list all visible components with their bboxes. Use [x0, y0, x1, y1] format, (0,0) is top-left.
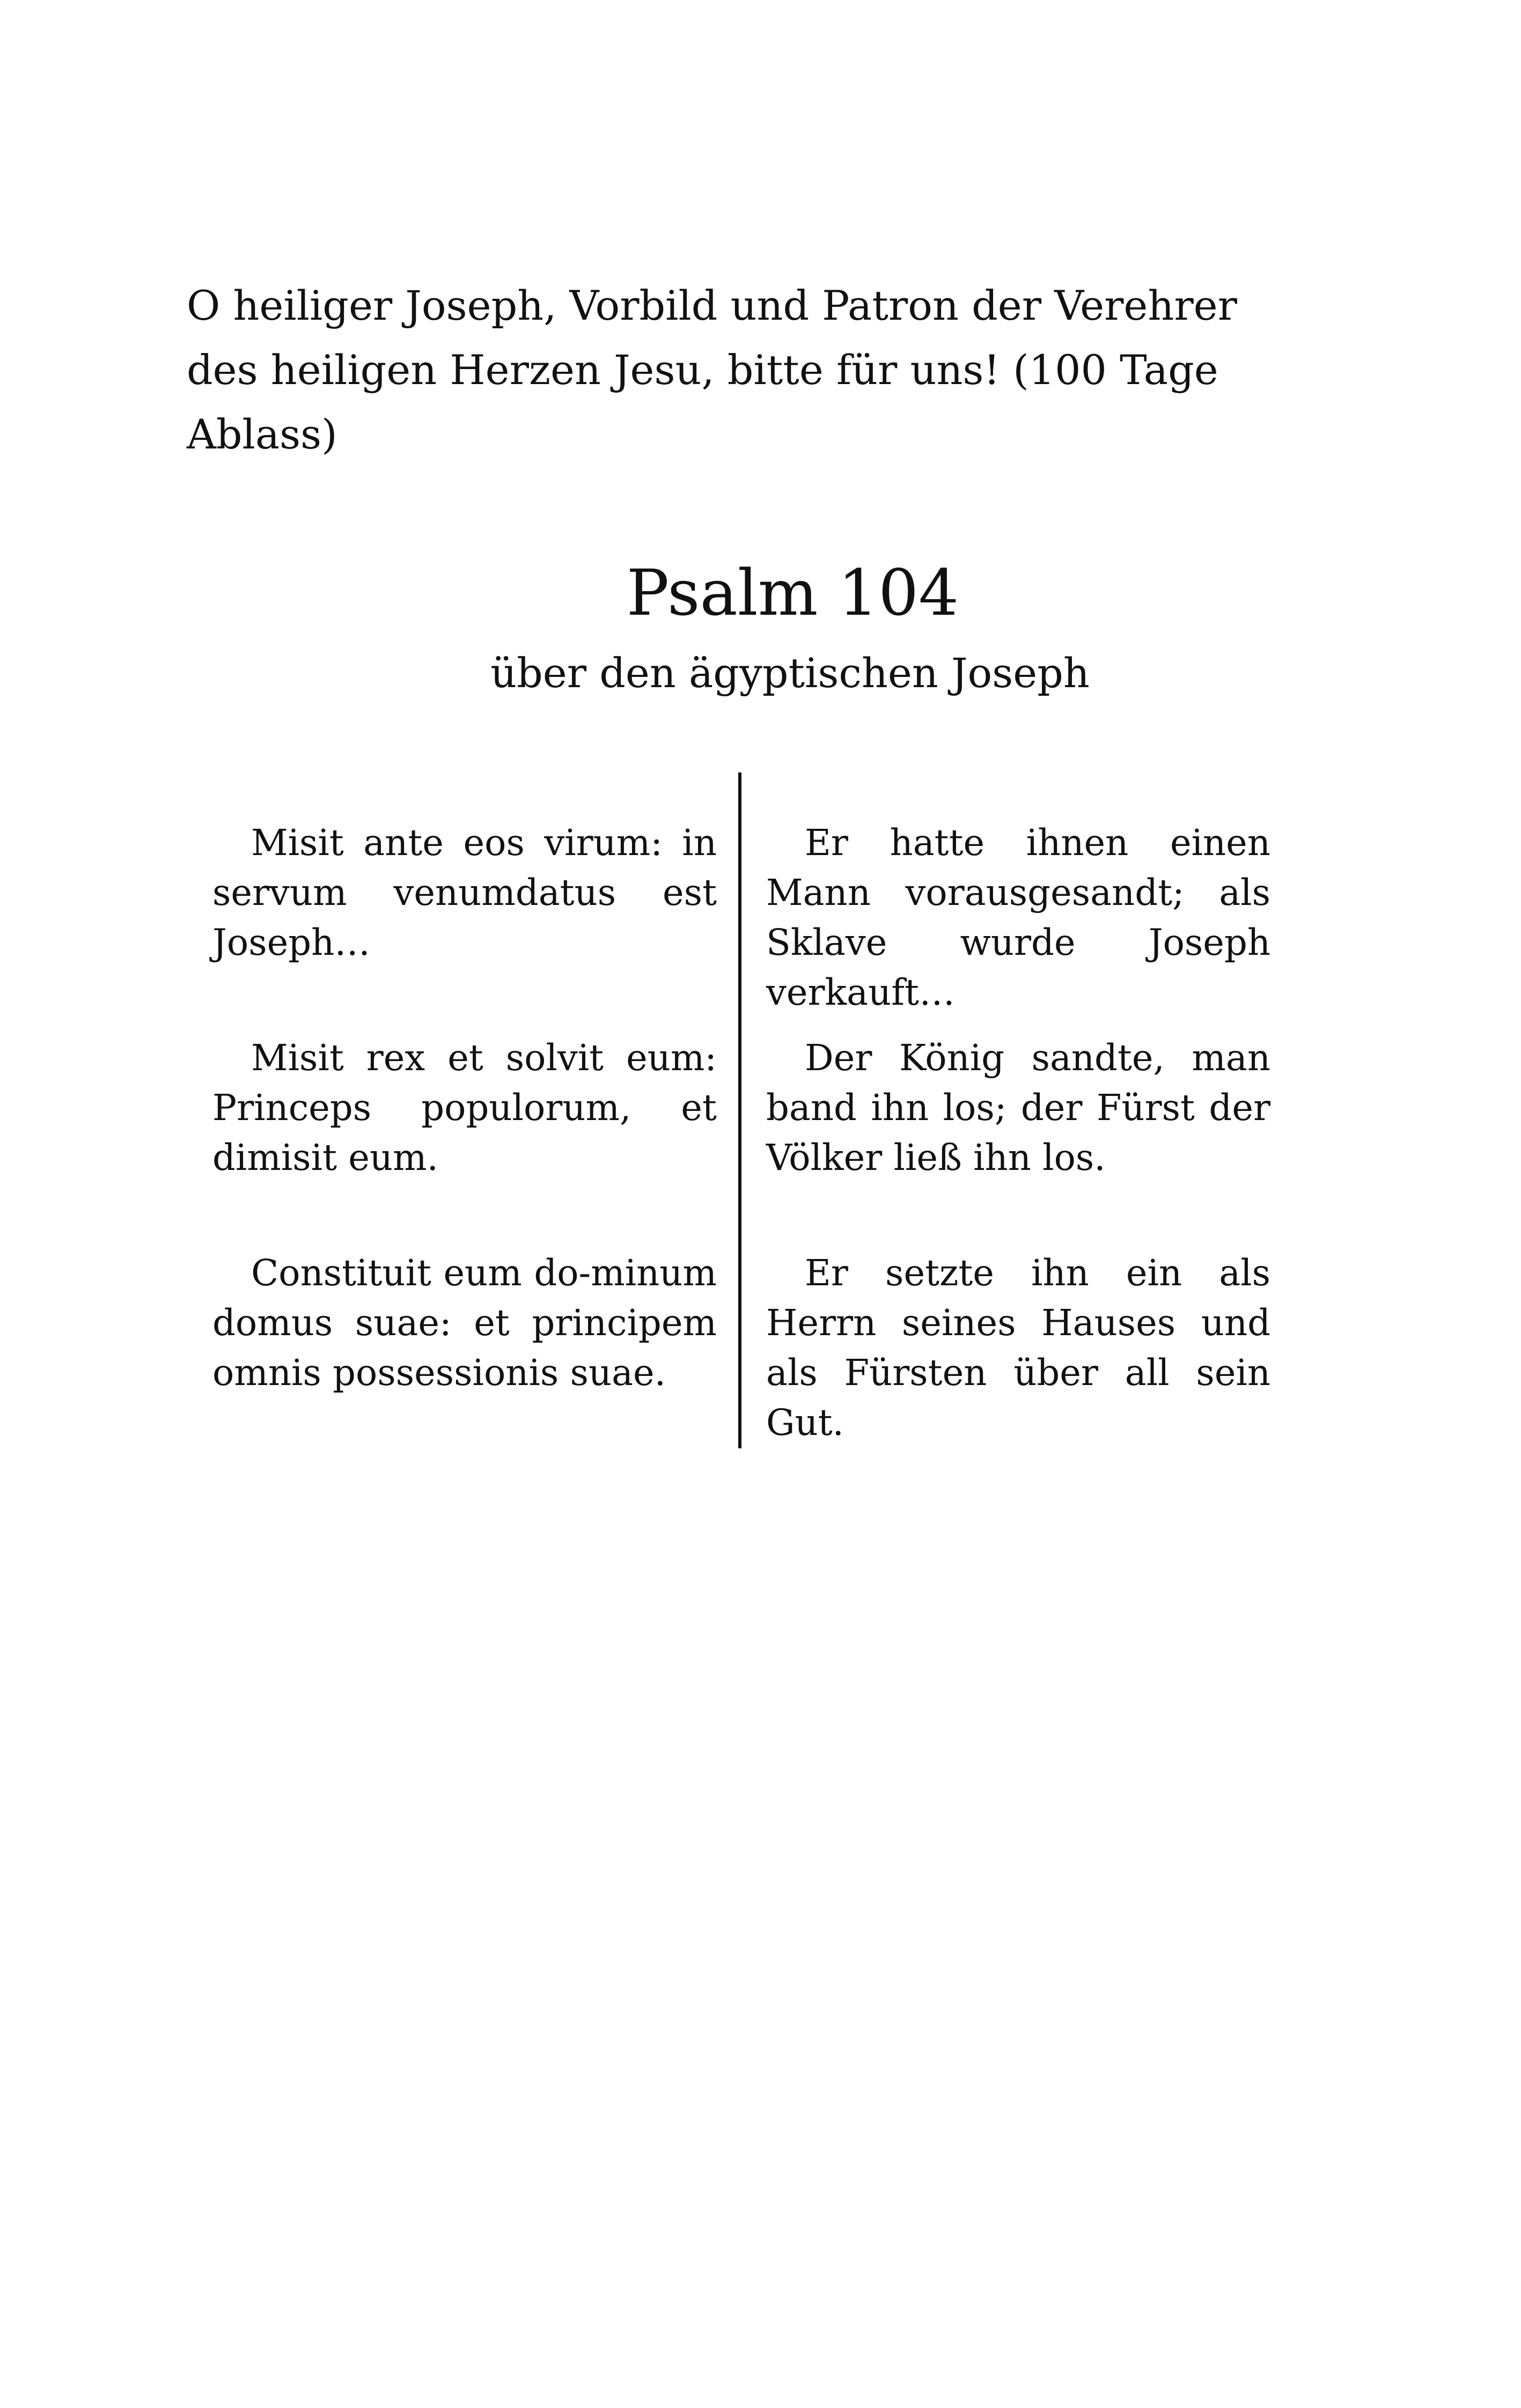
column-divider	[738, 772, 741, 1448]
german-verse-1: Er hatte ihnen einen Mann vorausgesandt; als Sklave wurde Joseph verkauft…	[766, 822, 1270, 1013]
psalm-title: Psalm 104	[626, 556, 959, 630]
latin-verse-1: Misit ante eos virum: in servum venumdatus est Joseph…	[212, 822, 717, 963]
invocation-text: O heiliger Joseph, Vorbild und Patron der Verehrer des heiligen Herzen Jesu, bitte für uns! (100 Tage Ablass)	[187, 282, 1237, 458]
latin-column	[212, 818, 717, 1463]
german-verse-2: Der König sandte, man band ihn los; der Fürst der Völker ließ ihn los.	[766, 1037, 1270, 1179]
latin-verse-3: Constituit eum do-minum domus suae: et principem omnis possessionis suae.	[212, 1252, 717, 1394]
german-column	[766, 818, 1270, 1463]
german-verse-3: Er setzte ihn ein als Herrn seines Hauses und als Fürsten über all sein Gut.	[766, 1252, 1270, 1444]
latin-verse-2: Misit rex et solvit eum: Princeps populorum, et dimisit eum.	[212, 1037, 717, 1179]
psalm-subtitle: über den ägyptischen Joseph	[490, 649, 1090, 697]
